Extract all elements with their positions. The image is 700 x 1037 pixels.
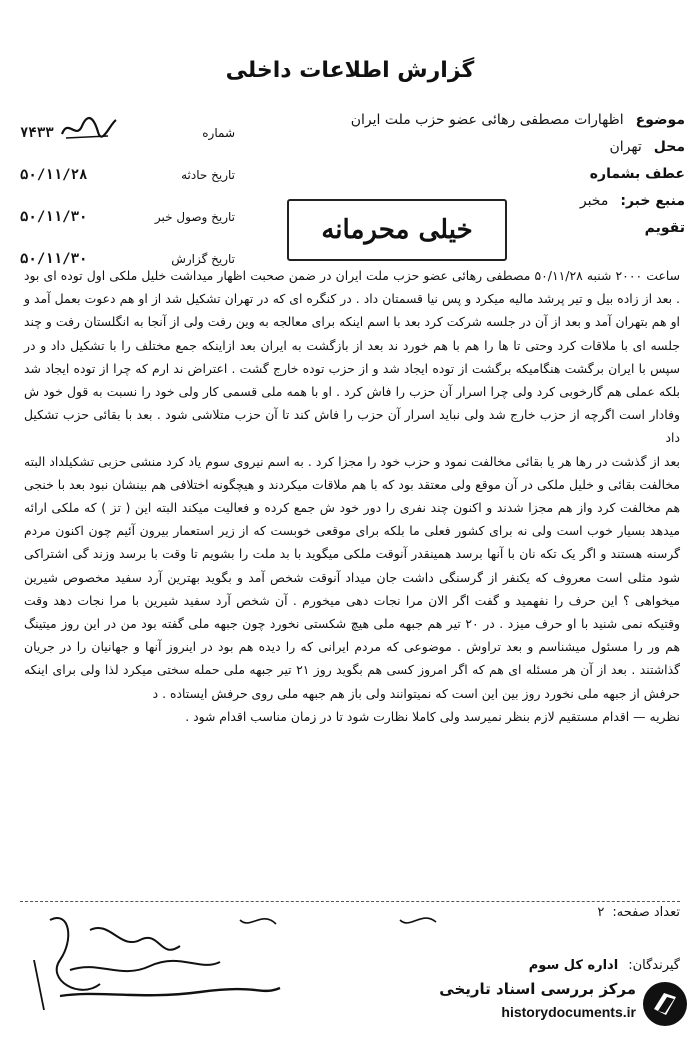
date-value: ۵۰/۱۱/۳۰ [20, 209, 88, 225]
recipients-label: گیرندگان: [628, 958, 680, 973]
signature-scribble [58, 114, 118, 142]
pages-count-label: تعداد صفحه: [612, 905, 680, 920]
watermark-url: historydocuments.ir [501, 1004, 636, 1020]
date-label: تاریخ وصول خبر [154, 210, 235, 224]
report-body [24, 264, 680, 728]
number-label: شماره [202, 126, 235, 140]
handwritten-notes [30, 900, 450, 1020]
meta-dates [20, 112, 235, 280]
meta-value: مخبر [579, 193, 609, 209]
meta-label: منبع خبر: [620, 193, 685, 209]
number-value: ۷۴۳۳ [20, 125, 54, 141]
meta-label: محل [653, 139, 685, 155]
meta-label: موضوع [635, 112, 685, 128]
meta-field-location [225, 139, 685, 166]
archive-logo-icon [640, 979, 690, 1029]
date-label: تاریخ حادثه [181, 168, 235, 182]
recipients [440, 958, 680, 973]
body-paragraph: ساعت ۲۰۰۰ شنبه ۵۰/۱۱/۲۸ مصطفی رهائی عضو حزب ملت ایران در ضمن صحبت اظهار میداشت خلیل ملکی اول توده ای بود . بعد از زاده بیل و تیر پرشد مالیه میکرد و پس نیا قسمتان داد . در کنگره ای که در تهران تشکیل شد از او هم دعوت بعمل آمد و او هم بتهران آمد و بعد از آن در جلسه شرکت کرد بعد با اسم اینکه برای معالجه به وین رفت ولی از آنجا به انگلستان رفت و چند جلسه ای با ملاقات کرد وحتی تا ها را هم با هم خورد ند بعد از بازگشت به ایران بعد ازاینکه جمع مختلف را با تشکیل داد و در سپس با ایران برگشت هنگامیکه برگشت از توده ایجاد شد و از حزب توده خارج گشت . اعتراض ند ارم که چرا از توده ایجاد شد بلکه عملی هم گارخوبی کرد ولی چرا اسرار آن حزب را فاش کرد . او با همه ملی قسمی کار ولی خود را نسبت به قول خود ش وفادار است اگرچه از حزب خارج شد ولی نباید اسرار آن حزب را فاش کند تا آن حزب متلاشی شود . بعد با بقائی حزب تشکیل داد [24, 268, 680, 446]
watermark-title: مرکز بررسی اسناد تاریخی [439, 980, 636, 998]
number-row [20, 112, 235, 154]
meta-field-reference [225, 166, 685, 193]
meta-value: تهران [609, 139, 642, 155]
date-row-incident [20, 154, 235, 196]
pages-count [520, 905, 680, 920]
meta-label: تقویم [644, 220, 685, 236]
meta-field-subject [225, 112, 685, 139]
meta-label: عطف بشماره [589, 166, 685, 182]
document-title: گزارش اطلاعات داخلی [225, 58, 475, 83]
date-label: تاریخ گزارش [171, 252, 235, 266]
pages-count-value: ۲ [597, 905, 605, 920]
meta-value: اظهارات مصطفی رهائی عضو حزب ملت ایران [350, 112, 624, 128]
watermark [418, 976, 690, 1032]
recipients-value: اداره کل سوم [528, 958, 619, 973]
date-value: ۵۰/۱۱/۲۸ [20, 167, 88, 183]
date-row-received [20, 196, 235, 238]
classification-stamp: خیلی محرمانه [287, 199, 507, 261]
body-paragraph: نظریه — اقدام مستقیم لازم بنظر نمیرسد ولی کاملا نظارت شود تا در زمان مناسب اقدام شود . [185, 708, 680, 724]
body-paragraph: بعد از گذشت در رها هر یا بقائی مخالفت نمود و حزب خود را مجزا کرد . به اسم نیروی سوم یاد کرد منشی حزبی تشکیلداد البته مخالفت بقائی و خلیل ملکی در آن موقع ولی معتقد بود که با هم ملاقات میکردند و هیچگونه اختلافی هم بینشان نبود بعد با خنجی هم مخالفت کرد واز هم مجزا شدند و اکنون چند نفری را دور خود ش جمع کرده و فعالیت میکند البته این ( تز ) که ملکی ارائه میدهد بسیار خوب است ولی نه برای کشور فعلی ما بلکه برای موقعی خوبست که از زیر استعمار بیرون آئیم چون اکنون مردم گرسنه هستند و اگر یک تکه نان با آنها برسد همینقدر آنوقت ملکی میگوید با بد ملت را بشویم تا وقت با برسد وزند گی اشتراکی شود مثلی است معروف که یکنفر از گرسنگی داشت جان میداد آنوقت شخص آمد و بگوید بهترین آرد سفید مخصوص شیرین میخواهی ؟ این حرف را نفهمید و گفت اگر الان مرا نجات دهی میخورم . آن شخص آرد سفید شیرین با مرا نجات دهد وقت وقتیکه نمی شنید با او حرف میزد . در ۲۰ تیر هم جبهه ملی هیچ شکستی نخورد چون جبهه ملی گفته بود من در این روز میتینگ هم ور را مسئول میشناسم و بعد تراوش . موضوعی که مردم ایرانی که را دیده هم بود در اینروز آنها و جهانیان را در جریان گذاشتند . بعد از آن هر مسئله ای هم که اگر امروز کسی هم بگوید روز ۲۱ تیر جبهه ملی حمله سختی میکرد لذا ولی برای اینکه حرفش از جبهه ملی نخورد روز بین این است که نمیتوانند ولی باز هم جبهه ملی روی حرفش ایستاده . د [24, 453, 680, 701]
date-value: ۵۰/۱۱/۳۰ [20, 251, 88, 267]
